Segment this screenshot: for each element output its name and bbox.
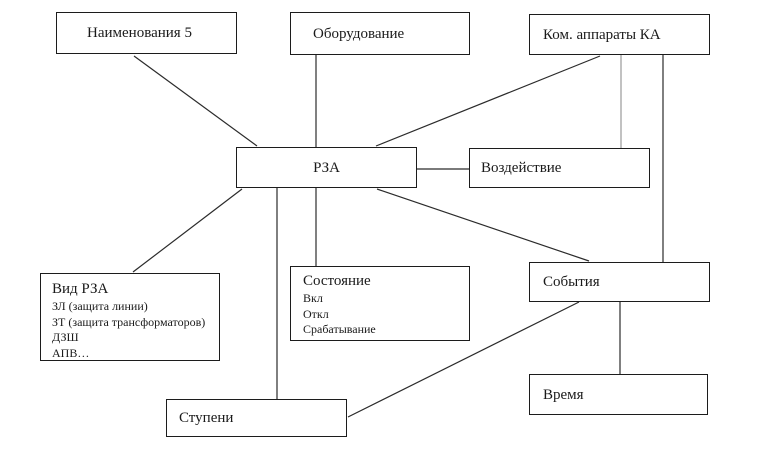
node-oborudovanie-label: Оборудование (313, 25, 405, 42)
edge-kom-apparaty-rza (376, 56, 600, 146)
edge-rza-sobytiya (377, 189, 589, 261)
node-sostoyanie-item: Откл (303, 306, 329, 321)
node-sostoyanie-item: Срабатывание (303, 322, 376, 336)
node-vremya (529, 374, 708, 415)
node-vid-rza-item: ЗТ (защита трансформаторов) (52, 314, 206, 329)
node-sobytiya (529, 262, 710, 302)
node-oborudovanie (290, 12, 470, 55)
node-vid-rza-label: Вид РЗА (52, 281, 109, 297)
node-sostoyanie (290, 266, 470, 341)
node-sostoyanie-label: Состояние (303, 273, 371, 289)
node-naimenovaniya (56, 12, 237, 54)
node-vremya-label: Время (543, 386, 584, 403)
node-sobytiya-label: События (543, 274, 600, 290)
node-rza-label: РЗА (313, 159, 340, 176)
node-kom-apparaty (529, 14, 710, 55)
node-vid-rza-item: ЗЛ (защита линии) (52, 299, 148, 313)
node-stupeni-label: Ступени (179, 410, 234, 426)
node-kom-apparaty-label: Ком. аппараты КА (543, 26, 661, 43)
node-vid-rza (40, 273, 220, 361)
node-vozdeystvie-label: Воздействие (481, 160, 562, 176)
edge-naimenovaniya-rza (134, 56, 257, 146)
node-naimenovaniya-label: Наименования 5 (87, 25, 192, 41)
node-stupeni (166, 399, 347, 437)
node-sostoyanie-item: Вкл (303, 291, 323, 305)
node-vozdeystvie (469, 148, 650, 188)
node-vid-rza-item: ДЗШ (52, 330, 79, 344)
node-vid-rza-item: АПВ… (52, 345, 90, 360)
edge-rza-vid-rza (133, 189, 242, 272)
node-rza (236, 147, 417, 188)
